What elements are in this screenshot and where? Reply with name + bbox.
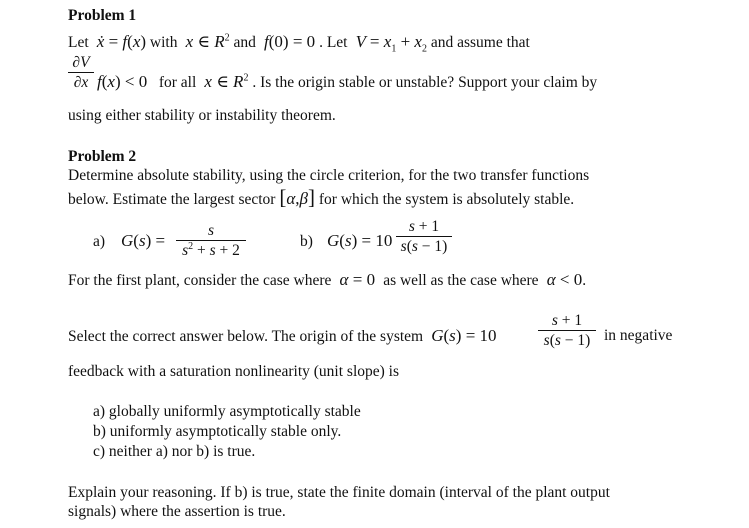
ode-equation: ẋ = f(x) xyxy=(92,32,147,51)
system-lhs: G(s) = 10 xyxy=(426,326,497,345)
problem2-line3 xyxy=(68,270,586,291)
derivative-inequality: f(x) < 0 xyxy=(97,72,148,91)
problem2-line1: Determine absolute stability, using the circle criterion, for the two transfer functions xyxy=(68,167,590,184)
alpha-negative: α < 0 xyxy=(542,270,583,289)
problem1-line1 xyxy=(68,32,530,53)
problem2-text-sector: below. Estimate the largest sector xyxy=(68,191,276,208)
sector-interval: [α,β] xyxy=(279,185,315,209)
problem1-title: Problem 1 xyxy=(68,7,137,24)
problem1-text-with: with xyxy=(149,34,178,51)
problem1-text-let2: . Let xyxy=(319,34,348,51)
question-line2: feedback with a saturation nonlinearity (unit slope) is xyxy=(68,363,400,380)
question-text-select: Select the correct answer below. The origin of the system xyxy=(68,328,424,345)
problem2-title: Problem 2 xyxy=(68,148,137,165)
question-line1 xyxy=(68,326,497,347)
transfer-function-b-fraction: $\frac{s + 1}{s(s - 1)}$ xyxy=(396,218,452,256)
problem2-text-stable: for which the system is absolutely stable. xyxy=(318,191,575,208)
problem1-line2 xyxy=(97,72,597,93)
transfer-function-a-fraction: $\frac{s}{s^2 + s + 2}$ xyxy=(176,222,246,260)
domain-equation-2: x ∈ $R^2$ xyxy=(200,72,249,91)
lyapunov-function: $V = x_1 + x_2$ xyxy=(351,32,427,55)
problem2-period: . xyxy=(582,272,587,289)
problem1-line3: using either stability or instability theorem. xyxy=(68,107,336,124)
item-a-label: a) xyxy=(93,233,106,250)
problem1-text-assume: and assume that xyxy=(430,34,530,51)
item-b-label: b) xyxy=(300,233,313,250)
problem1-text-forall: for all xyxy=(158,74,197,91)
alpha-zero: α = 0 xyxy=(335,270,376,289)
origin-equilibrium: f(0) = 0 xyxy=(259,32,316,51)
problem2-text-case2: as well as the case where xyxy=(383,272,539,289)
explain-line1: Explain your reasoning. If b) is true, state the finite domain (interval of the plant output xyxy=(68,484,610,501)
domain-equation: x ∈ $R^2$ xyxy=(181,32,230,51)
option-a: a) globally uniformly asymptotically stable xyxy=(93,403,361,420)
explain-line2: signals) where the assertion is true. xyxy=(68,503,286,520)
problem2-text-case: For the first plant, consider the case where xyxy=(68,272,332,289)
problem2-line2 xyxy=(68,187,574,210)
problem1-text-question: . Is the origin stable or unstable? Support your claim by xyxy=(252,74,598,91)
problem1-text-and: and xyxy=(233,34,256,51)
problem1-text-let: Let xyxy=(68,34,89,51)
partial-v-over-partial-x: $\frac{\partial V}{\partial x}$ xyxy=(68,54,94,92)
question-text-negative: in negative xyxy=(604,327,673,344)
transfer-function-b-lhs: G(s) = 10 xyxy=(327,231,393,250)
system-fraction: $\frac{s + 1}{s(s - 1)}$ xyxy=(538,312,596,350)
transfer-function-a-lhs: G(s) = xyxy=(121,231,166,250)
option-c: c) neither a) nor b) is true. xyxy=(93,443,256,460)
option-b: b) uniformly asymptotically stable only. xyxy=(93,423,342,440)
